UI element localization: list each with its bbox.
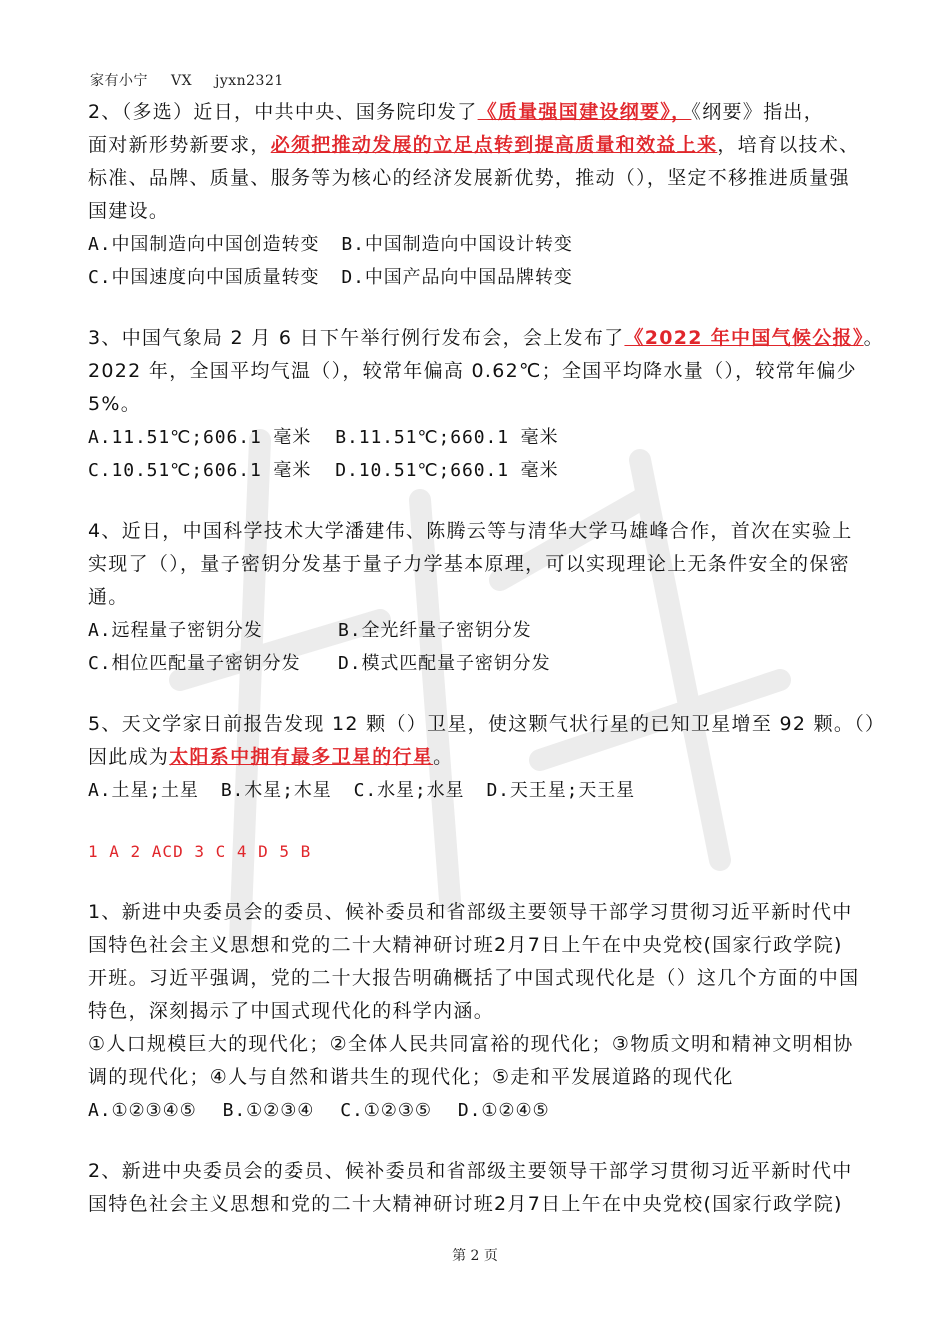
s2q1-options-row [88, 1094, 858, 1127]
s2q1-line-4: 特色，深刻揭示了中国式现代化的科学内涵。 [88, 1000, 495, 1022]
s2q1-line-2: 国特色社会主义思想和党的二十大精神研讨班2月7日上午在中央党校(国家行政学院) [88, 934, 843, 956]
q3-line-3: 5%。 [88, 393, 142, 415]
s2q1-line-3: 开班。习近平强调，党的二十大报告明确概括了中国式现代化是（）这几个方面的中国 [88, 967, 860, 989]
q2-line-4: 国建设。 [88, 200, 170, 222]
q3-l1-post: 。 [863, 327, 884, 349]
question-2 [88, 96, 858, 294]
q5-option-b: B.木星;木星 [220, 780, 332, 801]
q3-line-1 [88, 322, 884, 355]
s2q1-option-d: D.①②④⑤ [457, 1100, 550, 1121]
s2q2-line-1: 2、新进中央委员会的委员、候补委员和省部级主要领导干部学习贯彻习近平新时代中 [88, 1160, 853, 1182]
q3-option-a: A.11.51℃;606.1 毫米 [88, 427, 312, 448]
q4-option-d: D.模式匹配量子密钥分发 [338, 653, 551, 674]
q4-option-c: C.相位匹配量子密钥分发 [88, 653, 301, 674]
q2-l2-text: 面对新形势新要求， [88, 134, 271, 156]
q5-option-a: A.土星;土星 [88, 780, 199, 801]
q2-l1-post: 《纲要》指出， [691, 101, 825, 123]
q2-options-row-2 [88, 261, 858, 294]
q3-options-row-2 [88, 454, 858, 487]
q2-option-d: D.中国产品向中国品牌转变 [341, 267, 573, 288]
q3-line-2: 2022 年，全国平均气温（），较常年偏高 0.62℃；全国平均降水量（），较常年偏少 [88, 360, 857, 382]
q2-options-row-1 [88, 228, 858, 261]
q3-options-row-1 [88, 421, 858, 454]
q5-line-2 [88, 741, 858, 774]
q4-line-3: 通。 [88, 586, 129, 608]
answer-key: 1 A 2 ACD 3 C 4 D 5 B [88, 842, 312, 861]
document-body [88, 96, 886, 1221]
q5-highlight-key: 太阳系中拥有最多卫星的行星 [169, 746, 434, 768]
q2-l1-text: 2、（多选）近日，中共中央、国务院印发了 [88, 101, 478, 123]
q4-option-a: A.远程量子密钥分发 [88, 620, 263, 641]
q2-highlight-title: 《质量强国建设纲要》， [477, 101, 692, 123]
q3-highlight-title: 《2022 年中国气候公报》 [624, 327, 864, 349]
q5-l2-text: 因此成为 [88, 746, 170, 768]
q3-l1-text: 3、中国气象局 2 月 6 日下午举行例行发布会，会上发布了 [88, 327, 625, 349]
q3-option-c: C.10.51℃;606.1 毫米 [88, 460, 312, 481]
q2-option-c: C.中国速度向中国质量转变 [88, 267, 320, 288]
q5-options-row [88, 774, 858, 807]
q5-line-1: 5、天文学家日前报告发现 12 颗（）卫星，使这颗气状行星的已知卫星增至 92 颗。（） [88, 713, 886, 735]
q4-option-b: B.全光纤量子密钥分发 [338, 620, 532, 641]
s2q1-option-a: A.①②③④⑤ [88, 1100, 197, 1121]
question-4 [88, 515, 858, 680]
q2-highlight-key: 必须把推动发展的立足点转到提高质量和效益上来 [270, 134, 718, 156]
question-5 [88, 708, 886, 807]
q3-option-d: D.10.51℃;660.1 毫米 [335, 460, 559, 481]
s2q2-line-2: 国特色社会主义思想和党的二十大精神研讨班2月7日上午在中央党校(国家行政学院) [88, 1193, 843, 1215]
page-header [90, 70, 302, 90]
q2-option-a: A.中国制造向中国创造转变 [88, 234, 320, 255]
header-vx-label: VX [170, 73, 193, 89]
header-brand: 家有小宁 [90, 73, 148, 89]
section2-question-2 [88, 1155, 858, 1221]
question-3 [88, 322, 884, 487]
q4-line-2: 实现了（），量子密钥分发基于量子力学基本原理，可以实现理论上无条件安全的保密 [88, 553, 850, 575]
q5-option-c: C.水星;水星 [353, 780, 465, 801]
s2q1-line-5: ①人口规模巨大的现代化；②全体人民共同富裕的现代化；③物质文明和精神文明相协 [88, 1033, 854, 1055]
s2q1-option-b: B.①②③④ [222, 1100, 315, 1121]
q4-line-1: 4、近日，中国科学技术大学潘建伟、陈腾云等与清华大学马雄峰合作，首次在实验上 [88, 520, 853, 542]
page-number: 第 2 页 [452, 1248, 498, 1264]
section2-question-1 [88, 896, 858, 1127]
q2-option-b: B.中国制造向中国设计转变 [341, 234, 573, 255]
q5-l2-post: 。 [433, 746, 454, 768]
s2q1-line-6: 调的现代化；④人与自然和谐共生的现代化；⑤走和平发展道路的现代化 [88, 1066, 734, 1088]
s2q1-option-c: C.①②③⑤ [340, 1100, 432, 1121]
q2-line-2 [88, 129, 858, 162]
q2-line-1 [88, 96, 858, 129]
q2-l2-post: ，培育以技术、 [717, 134, 860, 156]
q2-line-3: 标准、品牌、质量、服务等为核心的经济发展新优势，推动（），坚定不移推进质量强 [88, 167, 850, 189]
header-vx-id: jyxn2321 [214, 73, 284, 89]
q5-option-d: D.天王星;天王星 [486, 780, 636, 801]
q3-option-b: B.11.51℃;660.1 毫米 [335, 427, 559, 448]
q4-options-row-1 [88, 614, 858, 647]
q4-options-row-2 [88, 647, 858, 680]
s2q1-line-1: 1、新进中央委员会的委员、候补委员和省部级主要领导干部学习贯彻习近平新时代中 [88, 901, 853, 923]
